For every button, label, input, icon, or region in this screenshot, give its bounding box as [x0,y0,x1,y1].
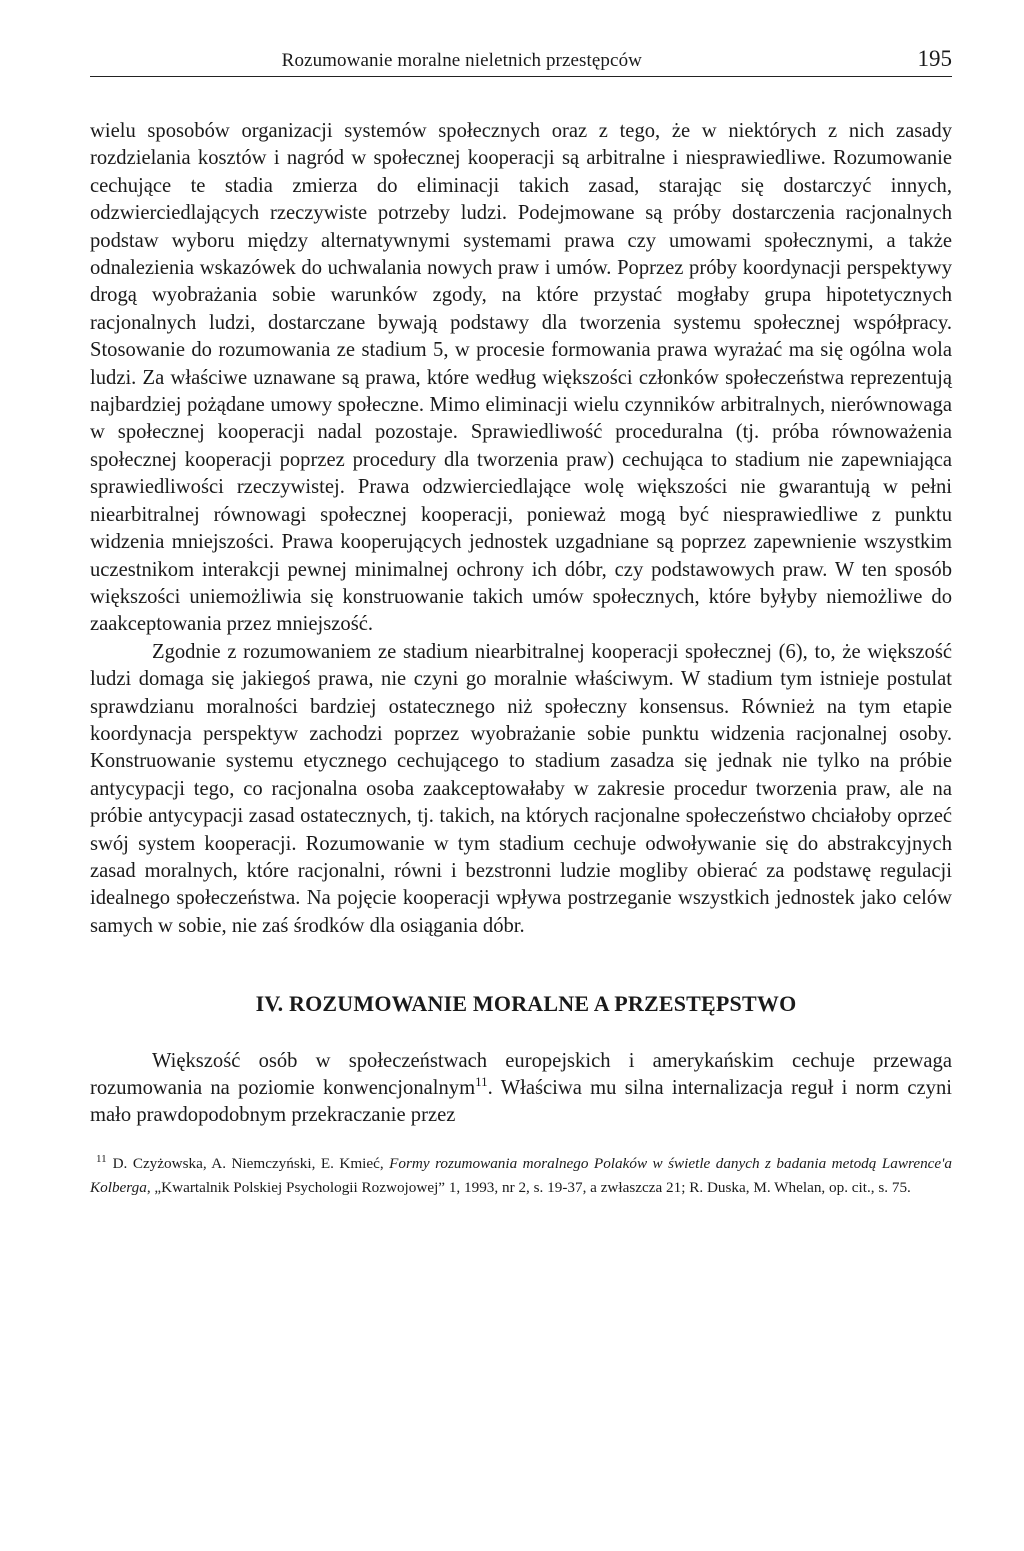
paragraph-stage-6: Zgodnie z rozumowaniem ze stadium niearbitralnej kooperacji społecznej (6), to, że większość ludzi domaga się jakiegoś prawa, nie czyni go moralnie właściwym. W stadium tym istnieje postulat sprawdzianu moralności bardziej ostatecznego niż społeczny konsensus. Również na tym etapie koordynacja perspektyw zachodzi poprzez wyobrażanie sobie punktu widzenia racjonalnej osoby. Konstruowanie systemu etycznego cechującego to stadium zasadza się jednak nie tylko na próbie antycypacji tego, co racjonalna osoba zaakceptowałaby w zakresie procedur tworzenia praw, ale na próbie antycypacji zasad ostatecznych, tj. takich, na których racjonalne społeczeństwo chciałoby oprzeć swój system kooperacji. Rozumowanie w tym stadium cechuje odwoływanie się do abstrakcyjnych zasad moralnych, które racjonalni, równi i bezstronni ludzie mogliby obierać za podstawę regulacji idealnego społeczeństwa. Na pojęcie kooperacji wpływa postrzeganie wszystkich jednostek jako celów samych w sobie, nie zaś środków dla osiągania dóbr. [90,640,952,937]
footnote-title: Formy rozumowania moralnego Polaków w świetle danych z badania metodą Lawrence'a Kolberga [90,1154,953,1196]
paragraph-section-iv-text-b: . Właściwa mu silna internalizacja reguł i norm czyni mało prawdopodobnym przekraczanie przez [90,1077,952,1127]
body-text [90,118,952,1130]
footnote-mark: 11 [96,1152,107,1165]
paragraph-continuation: wielu sposobów organizacji systemów społecznych oraz z tego, że w niektórych z nich zasady rozdzielania kosztów i nagród w społecznej kooperacji są arbitralne i niesprawiedliwe. Rozumowanie cechujące te stadia zmierza do eliminacji takich zasad, starając się dostarczyć innych, odzwierciedlających rzeczywiste potrzeby ludzi. Podejmowane są próby dostarczenia racjonalnych podstaw wyboru między alternatywnymi systemami prawa czy umowami społecznymi, a także odnalezienia wskazówek do uchwalania nowych praw i umów. Poprzez próby koordynacji perspektywy drogą wyobrażania sobie warunków zgody, na które przystać mogłaby grupa hipotetycznych racjonalnych ludzi, dostarczane bywają podstawy dla tworzenia systemu społecznej współpracy. Stosowanie do rozumowania ze stadium 5, w procesie formowania prawa wyrażać ma się ogólna wola ludzi. Za właściwe uznawane są prawa, które według większości członków społeczeństwa reprezentują najbardziej pożądane umowy społeczne. Mimo eliminacji wielu czynników arbitralnych, nierównowaga w społecznej kooperacji nadal pozostaje. Sprawiedliwość proceduralna (tj. próba równoważenia społecznej kooperacji poprzez procedury dla tworzenia praw) cechująca to stadium nie zapewniająca sprawiedliwości rzeczywistej. Prawa odzwierciedlające wolę większości nie gwarantują w pełni niearbitralnej równowagi społecznej kooperacji, ponieważ mogą być niesprawiedliwe z punktu widzenia mniejszości. Prawa kooperujących jednostek uzgadniane są poprzez zapewnienie wszystkim uczestnikom interakcji pewnej minimalnej ochrony ich dóbr, czy podstawowych praw. W ten sposób większości uniemożliwia się konstruowanie takich umów społecznych, które byłyby niemożliwe do zaakceptowania przez mniejszość. [90,120,952,636]
footnote-authors: D. Czyżowska, A. Niemczyński, E. Kmieć, [112,1154,390,1172]
footnote [90,1152,952,1200]
running-title: Rozumowanie moralne nieletnich przestępców [281,50,642,71]
header-rule [90,76,952,77]
paragraph-section-iv-text-a: Większość osób w społeczeństwach europejskich i amerykańskim cechuje przewaga rozumowania na poziomie konwencjonalnym [90,1049,952,1099]
section-heading: IV. ROZUMOWANIE MORALNE A PRZESTĘPSTWO [255,991,797,1017]
running-header [90,40,952,70]
paragraph-section-iv [90,1048,952,1130]
page-number: 195 [917,46,952,71]
footnote-rest: , „Kwartalnik Polskiej Psychologii Rozwojowej” 1, 1993, nr 2, s. 19-37, a zwłaszcza 21; R. Duska, M. Whelan, op. cit., s. 75. [146,1178,911,1196]
footnote-reference[interactable]: 11 [475,1074,488,1090]
